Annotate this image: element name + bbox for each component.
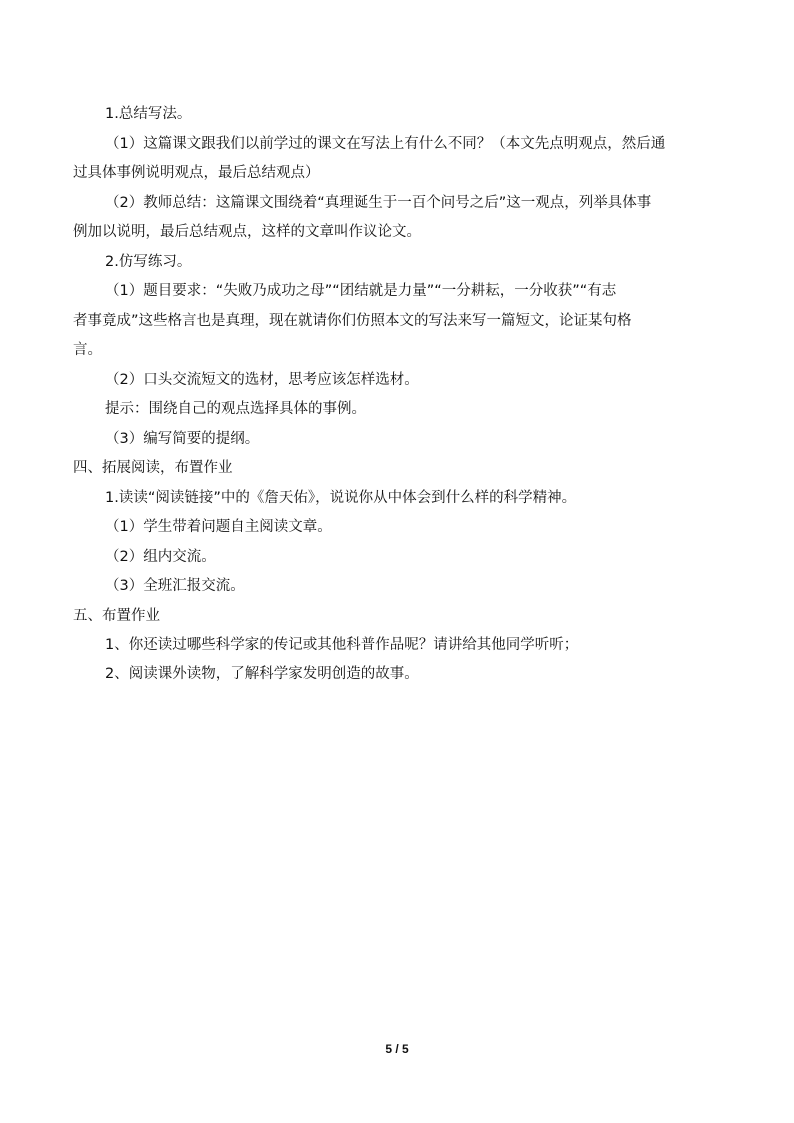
text-line: （1）这篇课文跟我们以前学过的课文在写法上有什么不同？（本文先点明观点，然后通 xyxy=(105,136,666,152)
section-heading: 四、拓展阅读，布置作业 xyxy=(73,460,233,476)
text-line: 者事竟成”这些格言也是真理，现在就请你们仿照本文的写法来写一篇短文，论证某句格 xyxy=(73,313,632,329)
text-line: 提示：围绕自己的观点选择具体的事例。 xyxy=(105,401,366,417)
text-line: （2）口头交流短文的选材，思考应该怎样选材。 xyxy=(105,372,419,388)
text-line: 1.读读“阅读链接”中的《詹天佑》，说说你从中体会到什么样的科学精神。 xyxy=(105,490,577,506)
text-line: 1、你还读过哪些科学家的传记或其他科普作品呢？请讲给其他同学听听； xyxy=(105,637,579,653)
text-line: （1）学生带着问题自主阅读文章。 xyxy=(105,519,332,535)
page-number: 5 / 5 xyxy=(385,1042,409,1056)
text-line: （3）全班汇报交流。 xyxy=(105,578,245,594)
text-line: 言。 xyxy=(73,342,102,358)
text-line: （1）题目要求：“失败乃成功之母”“团结就是力量”“一分耕耘，一分收获”“有志 xyxy=(105,283,617,299)
text-line: 1.总结写法。 xyxy=(105,106,192,122)
text-line: 过具体事例说明观点，最后总结观点） xyxy=(73,165,320,181)
section-heading: 五、布置作业 xyxy=(73,608,160,624)
text-line: （3）编写简要的提纲。 xyxy=(105,431,260,447)
text-line: 2.仿写练习。 xyxy=(105,254,192,270)
text-line: 例加以说明，最后总结观点，这样的文章叫作议论文。 xyxy=(73,224,421,240)
text-line: 2、阅读课外读物，了解科学家发明创造的故事。 xyxy=(105,666,419,682)
text-line: （2）教师总结：这篇课文围绕着“真理诞生于一百个问号之后”这一观点，列举具体事 xyxy=(105,195,652,211)
text-line: （2）组内交流。 xyxy=(105,549,216,565)
